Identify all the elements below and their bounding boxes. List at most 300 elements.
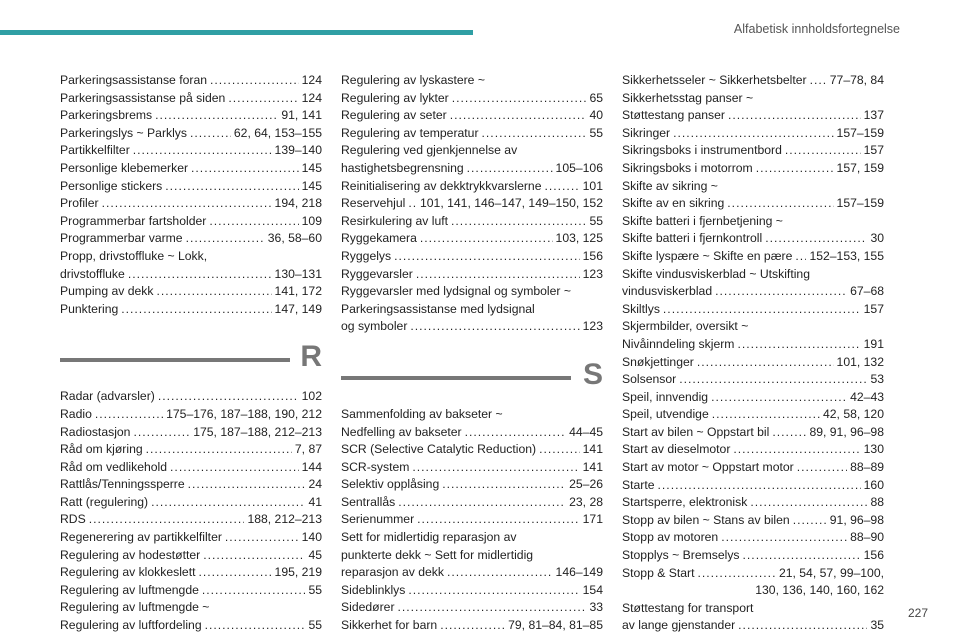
- dot-leader: [157, 283, 272, 301]
- entry-term: SCR-system: [341, 459, 410, 474]
- entry-line: [341, 459, 603, 477]
- entry-line: [341, 266, 603, 284]
- entry-term: Parkeringslys ~ Parklys: [60, 125, 187, 140]
- entry-line: [341, 107, 603, 125]
- entry-term-line: Regulering ved gjenkjennelse av: [341, 143, 518, 158]
- dot-leader: [228, 90, 298, 108]
- index-entry: [341, 213, 603, 231]
- entry-line: [60, 441, 322, 459]
- entry-term: Reservehjul: [341, 196, 406, 211]
- index-entry: [60, 476, 322, 494]
- dot-leader: [797, 459, 847, 477]
- entry-pages: 105–106: [555, 160, 603, 175]
- entry-line: [622, 617, 884, 635]
- entry-term: RDS: [60, 512, 86, 527]
- entry-pages: 42–43: [850, 389, 884, 404]
- entry-term: Radio: [60, 406, 92, 421]
- dot-leader: [743, 547, 861, 565]
- entry-term: Sikringsboks i instrumentbord: [622, 143, 782, 158]
- entry-pages: 171: [582, 512, 603, 527]
- index-entry: [622, 600, 884, 635]
- entry-pages: 42, 58, 120: [823, 407, 884, 422]
- entry-pages: 194, 218: [274, 196, 322, 211]
- entry-term: Speil, utvendige: [622, 407, 709, 422]
- dot-leader: [795, 248, 806, 266]
- dot-leader: [146, 441, 292, 459]
- entry-term: Regenerering av partikkelfilter: [60, 530, 222, 545]
- index-entry: [341, 582, 603, 600]
- dot-leader: [170, 459, 299, 477]
- dot-leader: [128, 266, 272, 284]
- entry-term: Selektiv opplåsing: [341, 477, 440, 492]
- entry-term: hastighetsbegrensning: [341, 160, 464, 175]
- entry-pages: 88–90: [850, 530, 884, 545]
- index-entry: [60, 160, 322, 178]
- index-entry: [622, 494, 884, 512]
- entry-pages: 101, 132: [836, 354, 884, 369]
- entry-term: Regulering av lykter: [341, 90, 449, 105]
- entry-term: Støttestang panser: [622, 108, 725, 123]
- entry-pages: 145: [301, 160, 322, 175]
- index-entry: [60, 511, 322, 529]
- entry-term: Start av motor ~ Oppstart motor: [622, 460, 794, 475]
- index-entry: [341, 459, 603, 477]
- dot-leader: [772, 424, 806, 442]
- index-entry: [60, 195, 322, 213]
- index-column-1: [60, 72, 322, 635]
- dot-leader: [190, 125, 231, 143]
- dot-leader: [412, 459, 579, 477]
- dot-leader: [450, 107, 587, 125]
- entry-term: Personlige stickers: [60, 178, 163, 193]
- entry-pages: 188, 212–213: [247, 512, 322, 527]
- entry-term: Regulering av seter: [341, 108, 447, 123]
- dot-leader: [133, 424, 190, 442]
- dot-leader: [394, 248, 580, 266]
- dot-leader: [733, 441, 860, 459]
- index-entry: [341, 283, 603, 336]
- entry-line: [60, 582, 322, 600]
- dot-leader: [698, 565, 776, 583]
- entry-term-line: punkterte dekk ~ Sett for midlertidig: [341, 547, 534, 562]
- dot-leader: [155, 107, 278, 125]
- entry-line: [341, 90, 603, 108]
- index-entry: [622, 266, 884, 301]
- dot-leader: [199, 564, 272, 582]
- entry-line: [622, 406, 884, 424]
- entry-term: Resirkulering av luft: [341, 213, 449, 228]
- entry-term: reparasjon av dekk: [341, 565, 444, 580]
- page-number: 227: [907, 606, 928, 620]
- index-entry: [622, 424, 884, 442]
- index-entry: [60, 529, 322, 547]
- header-accent-bar: [0, 30, 473, 35]
- index-entry: [60, 283, 322, 301]
- index-entry: [60, 424, 322, 442]
- dot-leader: [539, 441, 580, 459]
- index-entry: [341, 72, 603, 107]
- entry-line: [622, 72, 884, 90]
- entry-line: [60, 617, 322, 635]
- entry-pages: 33: [589, 600, 603, 615]
- entry-line: [60, 160, 322, 178]
- entry-line: [60, 388, 322, 406]
- dot-leader: [417, 511, 580, 529]
- entry-pages: 191: [863, 336, 884, 351]
- index-entry: [341, 248, 603, 266]
- entry-term-line: Sammenfolding av bakseter ~: [341, 406, 503, 421]
- entry-pages: 195, 219: [274, 565, 322, 580]
- entry-line: [341, 476, 603, 494]
- entry-line: [60, 476, 322, 494]
- entry-pages: 44–45: [569, 424, 603, 439]
- dot-leader: [810, 72, 827, 90]
- dot-leader: [727, 195, 833, 213]
- index-entry: [341, 406, 603, 441]
- section-rule: [60, 358, 290, 362]
- dot-leader: [711, 389, 847, 407]
- entry-pages: 130: [863, 442, 884, 457]
- entry-line: [341, 213, 603, 231]
- dot-leader: [712, 406, 820, 424]
- index-entry: [60, 494, 322, 512]
- entry-term: Nivåinndeling skjerm: [622, 336, 735, 351]
- entry-line: [60, 72, 322, 90]
- index-entry: [622, 529, 884, 547]
- index-entry: [622, 318, 884, 353]
- entry-pages: 157, 159: [836, 160, 884, 175]
- entry-line: [622, 371, 884, 389]
- dot-leader: [793, 512, 827, 530]
- dot-leader: [209, 213, 298, 231]
- dot-leader: [545, 178, 580, 196]
- dot-leader: [721, 529, 847, 547]
- entry-line: [60, 90, 322, 108]
- entry-pages: 141: [582, 459, 603, 474]
- index-entry: [341, 107, 603, 125]
- entry-line: [60, 511, 322, 529]
- entry-term: vindusviskerblad: [622, 284, 713, 299]
- entry-pages: 101: [582, 178, 603, 193]
- index-entry: [341, 266, 603, 284]
- entry-line: [60, 195, 322, 213]
- entry-line: [60, 283, 322, 301]
- entry-line: [60, 178, 322, 196]
- section-letter: S: [582, 357, 603, 391]
- entry-pages: 35: [870, 618, 884, 633]
- index-entry: [622, 248, 884, 266]
- entry-pages: 124: [301, 73, 322, 87]
- index-entry: [622, 142, 884, 160]
- entry-line: [341, 125, 603, 143]
- entry-pages: 152–153, 155: [809, 248, 884, 263]
- entry-line: [60, 547, 322, 565]
- index-entry: [341, 230, 603, 248]
- entry-pages: 157: [863, 301, 884, 316]
- dot-leader: [482, 125, 587, 143]
- entry-pages: 109: [301, 213, 322, 228]
- entry-term: Parkeringsassistanse på siden: [60, 90, 226, 105]
- dot-leader: [191, 160, 299, 178]
- entry-line: [622, 424, 884, 442]
- dot-leader: [89, 511, 245, 529]
- index-entry: [622, 371, 884, 389]
- entry-pages: 77–78, 84: [829, 73, 884, 87]
- entry-pages: 55: [589, 213, 603, 228]
- entry-term-line: Sikkerhetsstag panser ~: [622, 90, 754, 105]
- entry-pages: 67–68: [850, 284, 884, 299]
- entry-term-line: Ryggevarsler med lydsignal og symboler ~: [341, 284, 571, 299]
- entry-term: Regulering av luftmengde: [60, 582, 199, 597]
- entry-term: Starte: [622, 477, 655, 492]
- entry-pages: 144: [301, 459, 322, 474]
- index-entry: [622, 441, 884, 459]
- entry-term: Startsperre, elektronisk: [622, 495, 748, 510]
- entry-term-line: Regulering av luftmengde ~: [60, 600, 210, 615]
- entry-term: Ratt (regulering): [60, 494, 149, 509]
- entry-line: [622, 301, 884, 319]
- index-entry: [60, 72, 322, 90]
- entry-pages: 157–159: [836, 196, 884, 211]
- entry-term: Ryggevarsler: [341, 266, 413, 281]
- entry-term: drivstoffluke: [60, 266, 125, 281]
- entry-pages: 55: [308, 582, 322, 597]
- dot-leader: [452, 90, 587, 108]
- entry-term: Stopp av motoren: [622, 530, 719, 545]
- dot-leader: [658, 477, 861, 495]
- entry-term: Sentrallås: [341, 494, 396, 509]
- index-column-2: [341, 72, 603, 635]
- entry-line: [60, 406, 322, 424]
- index-entry: [60, 388, 322, 406]
- index-entry: [622, 160, 884, 178]
- entry-pages: 30: [870, 231, 884, 246]
- dot-leader: [465, 424, 567, 442]
- dot-leader: [398, 494, 566, 512]
- entry-line: [622, 283, 884, 301]
- dot-leader: [750, 494, 867, 512]
- dot-leader: [785, 142, 861, 160]
- entry-line: [622, 547, 884, 565]
- entry-term: Regulering av temperatur: [341, 125, 479, 140]
- entry-pages: 21, 54, 57, 99–100,: [778, 565, 884, 580]
- entry-pages: 91, 96–98: [829, 512, 884, 527]
- entry-line: [341, 441, 603, 459]
- index-entry: [622, 389, 884, 407]
- entry-pages: 88: [870, 495, 884, 510]
- entry-pages: 45: [308, 547, 322, 562]
- entry-pages: 140: [301, 530, 322, 545]
- entry-line: [341, 160, 603, 178]
- entry-term: Programmerbar fartsholder: [60, 213, 207, 228]
- index-entry: [341, 494, 603, 512]
- entry-line: [341, 230, 603, 248]
- entry-term: Stopp & Start: [622, 565, 695, 580]
- entry-line: [622, 354, 884, 372]
- entry-term-line: Skjermbilder, oversikt ~: [622, 319, 749, 334]
- index-entry: [60, 178, 322, 196]
- entry-pages: 7, 87: [294, 442, 322, 457]
- entry-term: Sidedører: [341, 600, 395, 615]
- entry-term: Råd om kjøring: [60, 442, 143, 457]
- entry-term: Start av bilen ~ Oppstart bil: [622, 424, 770, 439]
- index-entry: [341, 441, 603, 459]
- index-entry: [60, 230, 322, 248]
- entry-pages: 154: [582, 582, 603, 597]
- entry-pages: 130–131: [274, 266, 322, 281]
- entry-term: Punktering: [60, 301, 119, 316]
- entry-pages: 102: [301, 389, 322, 404]
- index-entry: [622, 477, 884, 495]
- index-entry: [622, 72, 884, 90]
- index-entry: [60, 582, 322, 600]
- entry-pages: 89, 91, 96–98: [809, 424, 884, 439]
- section-heading: [341, 358, 603, 398]
- dot-leader: [408, 195, 417, 213]
- dot-leader: [225, 529, 299, 547]
- entry-term: Sikkerhetsseler ~ Sikkerhetsbelter: [622, 73, 807, 87]
- dot-leader: [447, 564, 553, 582]
- dot-leader: [738, 617, 867, 635]
- entry-term-line: Støttestang for transport: [622, 600, 754, 615]
- entry-pages-continued: 130, 136, 140, 160, 162: [755, 583, 884, 598]
- entry-term: Serienummer: [341, 512, 415, 527]
- entry-term-line: Parkeringsassistanse med lydsignal: [341, 301, 535, 316]
- entry-line: [60, 142, 322, 160]
- index-entry: [341, 529, 603, 582]
- index-entry: [60, 142, 322, 160]
- dot-leader: [151, 494, 305, 512]
- index-column-3: [622, 72, 884, 635]
- entry-line: [622, 248, 884, 266]
- entry-term: Skiltlys: [622, 301, 660, 316]
- dot-leader: [202, 582, 306, 600]
- entry-line: [341, 599, 603, 617]
- entry-line: [622, 107, 884, 125]
- dot-leader: [715, 283, 847, 301]
- dot-leader: [756, 160, 834, 178]
- entry-term: Ryggelys: [341, 248, 392, 263]
- index-entry: [60, 213, 322, 231]
- dot-leader: [410, 318, 579, 336]
- index-entry: [60, 406, 322, 424]
- entry-pages: 55: [589, 125, 603, 140]
- index-entry: [60, 599, 322, 634]
- entry-pages: 41: [308, 494, 322, 509]
- entry-line: [60, 213, 322, 231]
- section-rule: [341, 376, 571, 380]
- entry-term: Råd om vedlikehold: [60, 459, 168, 474]
- index-entry: [60, 107, 322, 125]
- entry-term: Partikkelfilter: [60, 143, 130, 158]
- index-entry: [60, 125, 322, 143]
- dot-leader: [451, 213, 586, 231]
- dot-leader: [679, 371, 867, 389]
- entry-pages: 141, 172: [274, 284, 322, 299]
- entry-line: [60, 301, 322, 319]
- dot-leader: [188, 476, 306, 494]
- dot-leader: [697, 354, 834, 372]
- entry-term: Regulering av hodestøtter: [60, 547, 201, 562]
- entry-term: og symboler: [341, 319, 408, 334]
- index-entry: [341, 511, 603, 529]
- index-entry: [622, 565, 884, 600]
- entry-line: [341, 582, 603, 600]
- entry-term: Start av dieselmotor: [622, 442, 731, 457]
- entry-pages: 25–26: [569, 477, 603, 492]
- dot-leader: [165, 178, 298, 196]
- dot-leader: [205, 617, 306, 635]
- entry-term: Regulering av klokkeslett: [60, 565, 196, 580]
- index-entry: [622, 547, 884, 565]
- entry-pages: 55: [308, 618, 322, 633]
- entry-line: [622, 389, 884, 407]
- entry-pages: 88–89: [850, 460, 884, 475]
- entry-pages: 124: [301, 90, 322, 105]
- entry-term: Radar (advarsler): [60, 389, 155, 404]
- entry-term-line: Skifte batteri i fjernbetjening ~: [622, 213, 783, 228]
- dot-leader: [420, 230, 553, 248]
- page-header-title: Alfabetisk innholdsfortegnelse: [733, 22, 900, 36]
- entry-term: Rattlås/Tenningssperre: [60, 477, 185, 492]
- entry-line: [622, 529, 884, 547]
- entry-line: [60, 529, 322, 547]
- entry-pages: 53: [870, 372, 884, 387]
- entry-line: [622, 477, 884, 495]
- entry-line: [60, 107, 322, 125]
- entry-term: Skifte av en sikring: [622, 196, 725, 211]
- entry-term: Profiler: [60, 196, 99, 211]
- entry-term: Snøkjettinger: [622, 354, 694, 369]
- entry-term-line: Propp, drivstoffluke ~ Lokk,: [60, 248, 208, 263]
- entry-pages: 175, 187–188, 212–213: [193, 424, 322, 439]
- entry-line: [622, 125, 884, 143]
- entry-pages: 103, 125: [555, 231, 603, 246]
- entry-pages: 65: [589, 90, 603, 105]
- entry-line: [60, 266, 322, 284]
- entry-line: [341, 564, 603, 582]
- entry-term-line: Regulering av lyskastere ~: [341, 73, 485, 87]
- dot-leader: [765, 230, 867, 248]
- entry-term: Solsensor: [622, 372, 677, 387]
- entry-pages: 101, 141, 146–147, 149–150, 152: [420, 196, 603, 211]
- entry-term: Reinitialisering av dekktrykkvarslerne: [341, 178, 542, 193]
- index-entry: [60, 564, 322, 582]
- entry-pages: 24: [308, 477, 322, 492]
- index-entry: [341, 178, 603, 196]
- entry-pages: 62, 64, 153–155: [233, 125, 322, 140]
- entry-term: Ryggekamera: [341, 231, 417, 246]
- entry-term: Skifte batteri i fjernkontroll: [622, 231, 763, 246]
- entry-term: Regulering av luftfordeling: [60, 618, 202, 633]
- entry-term: Speil, innvendig: [622, 389, 709, 404]
- entry-pages: 157: [863, 143, 884, 158]
- dot-leader: [737, 336, 860, 354]
- dot-leader: [158, 388, 299, 406]
- entry-term-line: Sett for midlertidig reparasjon av: [341, 530, 517, 545]
- dot-leader: [133, 142, 272, 160]
- entry-pages: 123: [582, 319, 603, 334]
- entry-line: [341, 494, 603, 512]
- entry-line: [622, 195, 884, 213]
- entry-pages: 156: [582, 248, 603, 263]
- index-entry: [622, 213, 884, 248]
- entry-line: [622, 565, 884, 583]
- entry-line: [341, 617, 603, 635]
- entry-term: Parkeringsassistanse foran: [60, 73, 207, 87]
- index-entry: [60, 301, 322, 319]
- index-entry: [622, 512, 884, 530]
